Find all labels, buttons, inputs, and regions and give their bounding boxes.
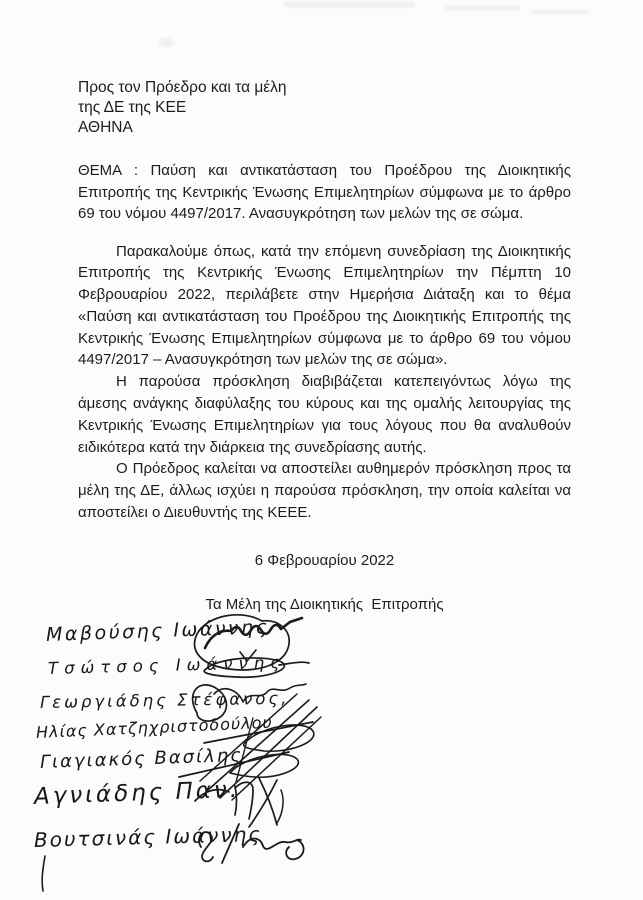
recipient-line: ΑΘΗΝΑ bbox=[78, 119, 133, 136]
signature-name: Τσώτσος Ιωάννης bbox=[47, 652, 287, 678]
subject-paragraph: ΘΕΜΑ : Παύση και αντικατάσταση του Προέδρου της Διοικητικής Επιτροπής της Κεντρικής Ένωσης Επιμελητηρίων σύμφωνα με το άρθρο 69 του νόμου 4497/2017. Ανασυγκρότηση των μελών της σε σώμα. bbox=[78, 162, 571, 222]
body-paragraph: Η παρούσα πρόσκληση διαβιβάζεται κατεπειγόντως λόγω της άμεσης ανάγκης διαφύλαξης του κύρους και της ομαλής λειτουργίας της Κεντρικής Ένωσης Επιμελητηρίων για τους λόγους που θα αναλυθούν ειδικότερα κατά την διάρκεια της συνεδρίασης αυτής. bbox=[78, 373, 571, 456]
signatories-title: Τα Μέλη της Διοικητικής Επιτροπής bbox=[205, 595, 444, 613]
signature-name: Βουτσινάς Ιωάννης bbox=[33, 822, 263, 852]
date-line: 6 Φεβρουαρίου 2022 bbox=[254, 551, 395, 569]
ink-scribble-3 bbox=[195, 778, 283, 827]
signature-name: Γιαγιακός Βασίλης bbox=[39, 744, 244, 773]
recipient-block bbox=[78, 78, 571, 138]
signature-name: Γεωργιάδης Στέφανος, bbox=[39, 688, 290, 712]
signature-name: Μαβούσης Ιωάννης bbox=[45, 616, 270, 646]
signature-name: Ηλίας Χατζηχριστοδούλου bbox=[35, 712, 274, 742]
recipient-line: Προς τον Πρόεδρο και τα μέλη bbox=[78, 79, 287, 96]
ink-scribble-4 bbox=[42, 824, 303, 891]
ink-scribble-1 bbox=[195, 615, 309, 677]
body-paragraph: Ο Πρόεδρος καλείται να αποστείλει αυθημερόν πρόσκληση προς τα μέλη της ΔΕ, άλλως ισχύει η παρούσα πρόσκληση, την οποία καλείται να αποστείλει ο Διευθυντής της ΚΕΕΕ. bbox=[78, 460, 571, 522]
signature-name: Αγνιάδης Παν. bbox=[33, 776, 241, 810]
ink-scribble-2 bbox=[179, 684, 321, 800]
body-paragraph: Παρακαλούμε όπως, κατά την επόμενη συνεδρίαση της Διοικητικής Επιτροπής της Κεντρικής Ένωσης Επιμελητηρίων την Πέμπτη 10 Φεβρουαρίου 2022, περιλάβετε στην Ημερήσια Διάταξη και το θέμα «Παύση και αντικατάσταση του Προέδρου της Διοικητικής Επιτροπής της Κεντρικής Ένωσης Επιμελητηρίων σύμφωνα με το άρθρο 69 του νόμου 4497/2017 – Ανασυγκρότηση των μελών της σε σώμα». bbox=[78, 242, 571, 369]
recipient-line: της ΔΕ της ΚΕΕ bbox=[78, 99, 187, 116]
